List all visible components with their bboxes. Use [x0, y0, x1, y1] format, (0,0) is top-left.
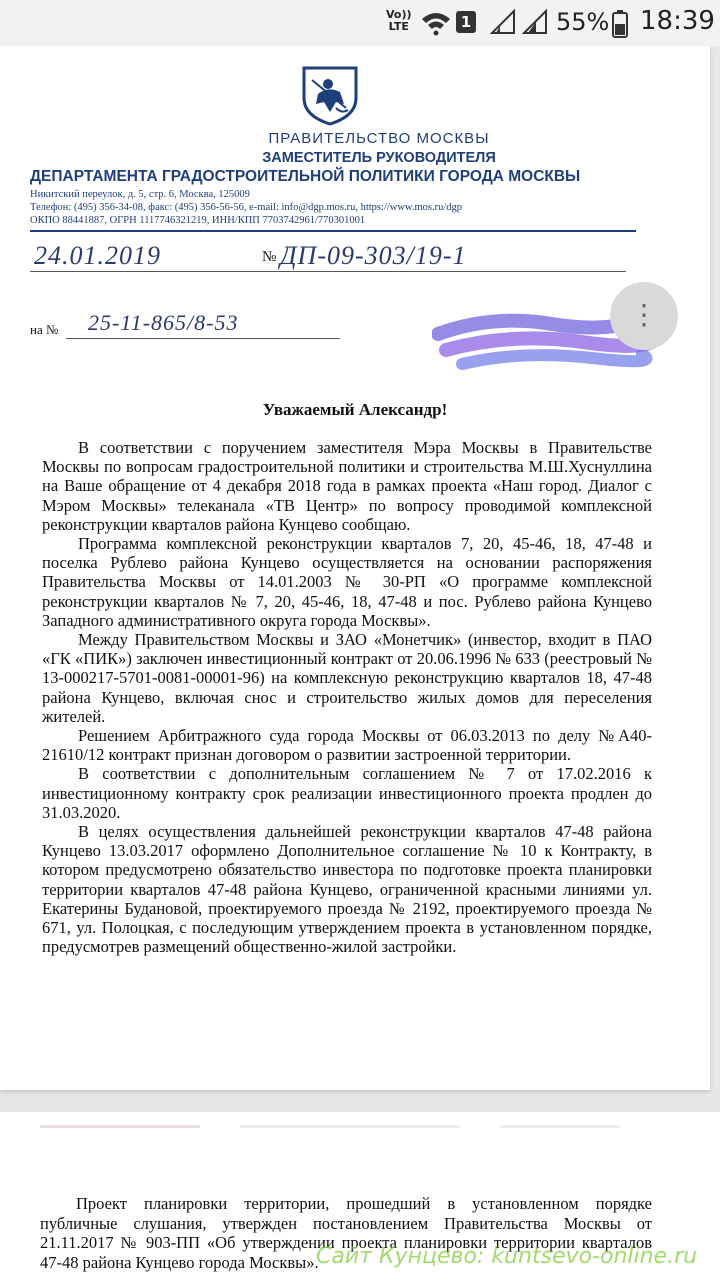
document-page-1[interactable] — [0, 46, 710, 1090]
signal-strength-icon-2 — [522, 9, 548, 35]
registration-number: ДП-09-303/19-1 — [280, 241, 467, 270]
letter-body — [42, 438, 652, 956]
reference-label: на № — [30, 322, 59, 337]
more-vertical-icon: ⋮ — [630, 298, 658, 331]
paragraph: В соответствии с поручением заместителя Мэра Москвы в Правительстве Москвы по вопросам градостроительной политики и строительства М.Ш.Хуснуллина на Ваше обращение от 4 декабря 2018 года в рамках проекта «Наш город. Диалог с Мэром Москвы» телеканала «ТВ Центр» по вопросу проводимой комплексной реконструкции кварталов района Кунцево сообщаю. — [42, 438, 652, 534]
letterhead-government: ПРАВИТЕЛЬСТВО МОСКВЫ — [268, 130, 490, 147]
letterhead-rule — [30, 230, 636, 232]
volte-bottom: LTE — [388, 20, 409, 33]
sim-slot-badge: 1 — [456, 11, 476, 33]
letterhead-codes: ОКПО 88441887, ОГРН 1117746321219, ИНН/КПП 7703742961/770301001 — [30, 215, 366, 226]
salutation: Уважаемый Александр! — [262, 400, 448, 419]
bleed-through-marks — [40, 1120, 640, 1134]
registration-underline — [30, 271, 626, 272]
moscow-coat-of-arms-icon — [300, 64, 360, 126]
battery-percent: 55% — [556, 8, 610, 36]
paragraph: Между Правительством Москвы и ЗАО «Монетчик» (инвестор, входит в ПАО «ГК «ПИК») заключен инвестиционный контракт от 20.06.1996 № 633 (реестровый № 13-000217-5701-0081-00001-96) на комплексную реконструкцию кварталов 18, 47-48 района Кунцево, включая снос и строительство жилых домов для переселения жителей. — [42, 630, 652, 726]
paragraph: Проект планировки территории, прошедший в установленном порядке публичные слушания, утвержден постановлением Правительства Москвы от 21.11.2017 № 903-ПП «Об утверждении проекта планировки территории кварталов 47-48 района Кунцево города Москвы». — [40, 1194, 652, 1272]
letterhead-address: Никитский переулок, д. 5, стр. 6, Москва, 125009 — [30, 189, 250, 200]
registration-number-label: № — [262, 249, 277, 265]
wifi-icon — [420, 10, 452, 36]
document-page-2[interactable] — [0, 1112, 720, 1280]
reference-underline — [66, 338, 340, 339]
clock: 18:39 — [640, 6, 715, 36]
letterhead-deputy-head: ЗАМЕСТИТЕЛЬ РУКОВОДИТЕЛЯ — [262, 150, 496, 166]
signal-strength-icon — [490, 9, 516, 35]
reference-number: 25-11-865/8-53 — [88, 310, 239, 335]
status-bar — [0, 0, 720, 46]
paragraph: Решением Арбитражного суда города Москвы от 06.03.2013 по делу №А40-21610/12 контракт признан договором о развитии застроенной территории. — [42, 726, 652, 765]
paragraph: В целях осуществления дальнейшей реконструкции кварталов 47-48 района Кунцево 13.03.2017 оформлено Дополнительное соглашение № 10 к Контракту, в котором предусмотрено обязательство инвестора по подготовке проекта планировки территории кварталов 47-48 района Кунцево, ограниченной красными линиями ул. Екатерины Будановой, проектируемого проезда № 2192, проектируемого проезда № 671, ул. Полоцкая, с последующим утверждением проекта в установленном порядке, предусмотрев размещений общественно-жилой застройки. — [42, 822, 652, 957]
paragraph: Программа комплексной реконструкции кварталов 7, 20, 45-46, 18, 47-48 и поселка Рублево района Кунцево осуществляется на основании распоряжения Правительства Москвы от 14.01.2003 № 30-РП «О программе комплексной реконструкции кварталов № 7, 20, 45-46, 18, 47-48 и пос. Рублево района Кунцево Западного административного округа города Москвы». — [42, 534, 652, 630]
volte-top: Vo)) — [386, 8, 412, 21]
letterhead-contacts: Телефон: (495) 356-34-08, факс: (495) 356-56-56, e-mail: info@dgp.mos.ru, https://www.mos.ru/dgp — [30, 202, 462, 213]
more-options-button[interactable] — [610, 282, 678, 350]
volte-indicator — [386, 9, 412, 33]
registration-date: 24.01.2019 — [34, 241, 161, 270]
letterhead-department: ДЕПАРТАМЕНТА ГРАДОСТРОИТЕЛЬНОЙ ПОЛИТИКИ ГОРОДА МОСКВЫ — [30, 168, 581, 185]
paragraph: В соответствии с дополнительным соглашением № 7 от 17.02.2016 к инвестиционному контракту срок реализации инвестиционного проекта продлен до 31.03.2020. — [42, 764, 652, 822]
battery-icon — [612, 10, 628, 38]
site-watermark: Сайт Кунцево: kuntsevo-online.ru — [316, 1244, 698, 1269]
